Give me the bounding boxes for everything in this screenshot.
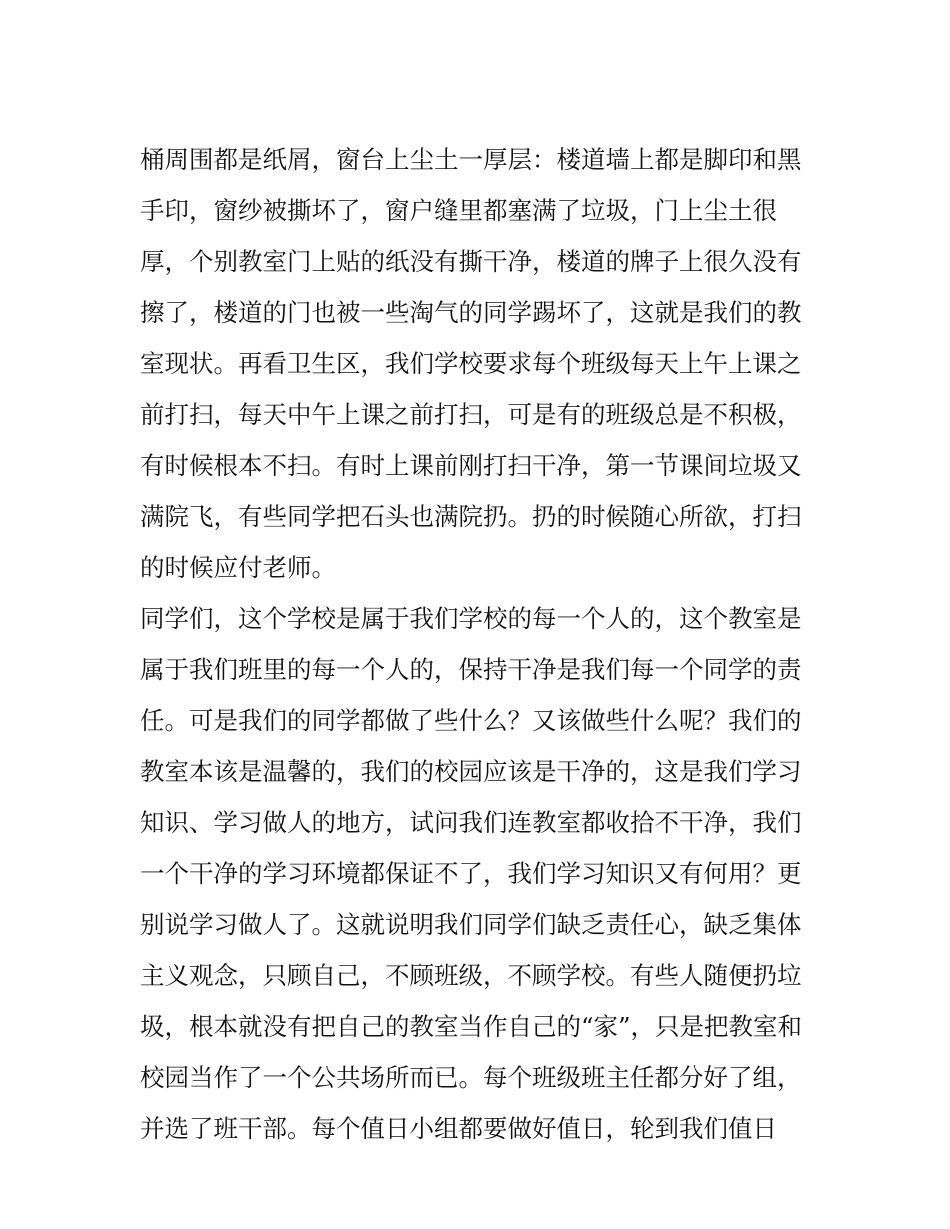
text-line-10: 同学们，这个学校是属于我们学校的每一个人的，这个教室是 [140,604,802,633]
text-line-8: 满院飞，有些同学把石头也满院扔。扔的时候随心所欲，打扫 [140,502,802,531]
body-text [140,134,820,1154]
text-line-20: 并选了班干部。每个值日小组都要做好值日，轮到我们值日 [140,1114,777,1143]
text-line-1: 桶周围都是纸屑，窗台上尘土一厚层：楼道墙上都是脚印和黑 [140,145,802,174]
text-line-14: 知识、学习做人的地方，试问我们连教室都收拾不干净，我们 [140,808,802,837]
text-line-9: 的时候应付老师。 [140,553,336,582]
text-line-19: 校园当作了一个公共场所而已。每个班级班主任都分好了组， [140,1063,802,1092]
text-line-4: 擦了，楼道的门也被一些淘气的同学踢坏了，这就是我们的教 [140,298,802,327]
text-line-12: 任。可是我们的同学都做了些什么？又该做些什么呢？我们的 [140,706,802,735]
text-line-16: 别说学习做人了。这就说明我们同学们缺乏责任心，缺乏集体 [140,910,802,939]
text-line-13: 教室本该是温馨的，我们的校园应该是干净的，这是我们学习 [140,757,802,786]
text-line-15: 一个干净的学习环境都保证不了，我们学习知识又有何用？更 [140,859,802,888]
text-line-2: 手印，窗纱被撕坏了，窗户缝里都塞满了垃圾，门上尘土很 [140,196,777,225]
text-line-18: 圾，根本就没有把自己的教室当作自己的“家”，只是把教室和 [140,1012,803,1041]
text-line-3: 厚，个别教室门上贴的纸没有撕干净，楼道的牌子上很久没有 [140,247,802,276]
text-line-11: 属于我们班里的每一个人的，保持干净是我们每一个同学的责 [140,655,802,684]
text-line-5: 室现状。再看卫生区，我们学校要求每个班级每天上午上课之 [140,349,802,378]
text-line-7: 有时候根本不扫。有时上课前刚打扫干净，第一节课间垃圾又 [140,451,802,480]
text-line-6: 前打扫，每天中午上课之前打扫，可是有的班级总是不积极， [140,400,802,429]
text-line-17: 主义观念，只顾自己，不顾班级，不顾学校。有些人随便扔垃 [140,961,802,990]
